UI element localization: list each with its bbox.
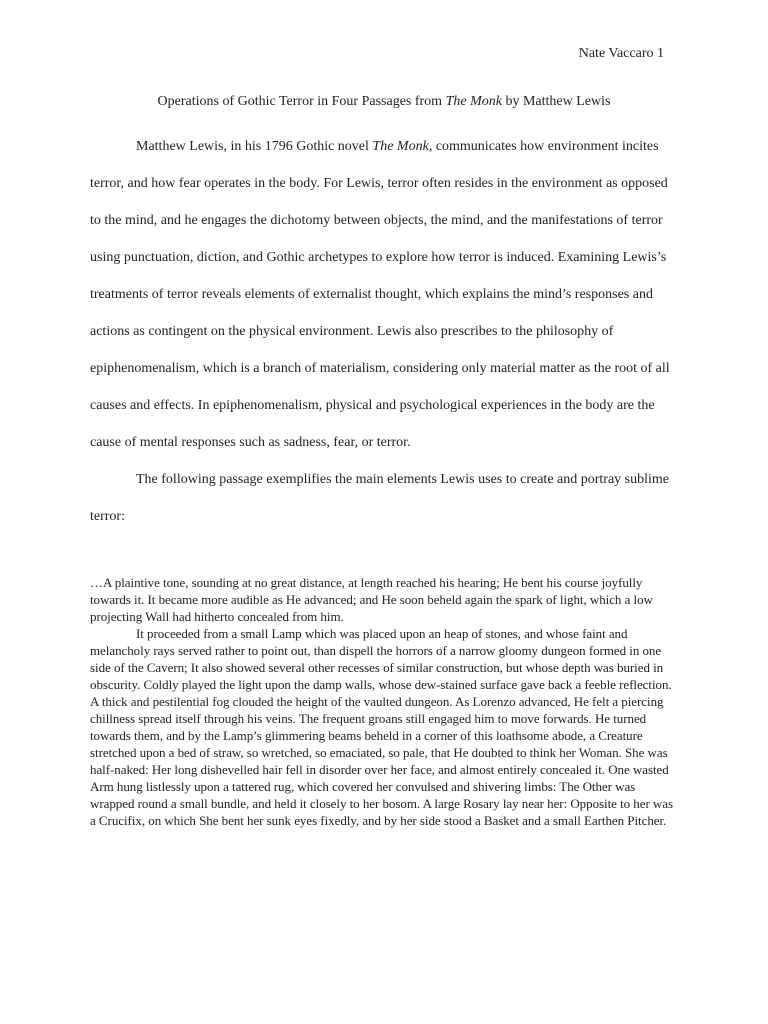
quote-paragraph-1: …A plaintive tone, sounding at no great distance, at length reached his hearing; He bent his course joyfully towards it. It became more audible as He advanced; and He soon beheld again the spark of light, which a low projecting Wall had hitherto concealed from him. <box>90 575 653 624</box>
paragraph-intro <box>90 128 678 461</box>
title-italic-work: The Monk <box>445 94 502 109</box>
paragraph-passage-lead: The following passage exemplifies the main elements Lewis uses to create and portray sublime terror: <box>90 472 670 524</box>
essay-body <box>90 128 678 535</box>
quote-paragraph-2: It proceeded from a small Lamp which was placed upon an heap of stones, and whose faint and melancholy rays served rather to point out, than dispell the horrors of a narrow gloomy dungeon formed in one side of the Cavern; It also showed several other recesses of similar construction, but whose depth was buried in obscurity. Coldly played the light upon the damp walls, whose dew-stained surface gave back a feeble reflection. A thick and pestilential fog clouded the height of the vaulted dungeon. As Lorenzo advanced, He felt a piercing chillness spread itself through his veins. The frequent groans still engaged him to move forwards. He turned towards them, and by the Lamp’s glimmering beams beheld in a corner of this loathsome abode, a Creature stretched upon a bed of straw, so wretched, so emaciated, so pale, that He doubted to think her Woman. She was half-naked: Her long dishevelled hair fell in disorder over her face, and almost entirely concealed it. One wasted Arm hung listlessly upon a tattered rug, which covered her convulsed and shivering limbs: The Other was wrapped round a small bundle, and held it closely to her bosom. A large Rosary lay near her: Opposite to her was a Crucifix, on which She bent her sunk eyes fixedly, and by her side stood a Basket and a small Earthen Pitcher. <box>90 626 673 828</box>
block-quote <box>90 574 680 829</box>
title-text-after: by Matthew Lewis <box>501 94 611 109</box>
title-text-before: Operations of Gothic Terror in Four Passages from <box>157 94 446 109</box>
running-head: Nate Vaccaro 1 <box>578 46 664 61</box>
paragraph-intro-after: , communicates how environment incites terror, and how fear operates in the body. For Lewis, terror often resides in the environment as opposed to the mind, and he engages the dichotomy between objects, the mind, and the manifestations of terror using punctuation, diction, and Gothic archetypes to explore how terror is induced. Examining Lewis’s treatments of terror reveals elements of externalist thought, which explains the mind’s responses and actions as contingent on the physical environment. Lewis also prescribes to the philosophy of epiphenomenalism, which is a branch of materialism, considering only material matter as the root of all causes and effects. In epiphenomenalism, physical and psychological experiences in the body are the cause of mental responses such as sadness, fear, or terror. <box>90 139 670 450</box>
essay-title <box>90 92 678 112</box>
paragraph-intro-before: Matthew Lewis, in his 1796 Gothic novel <box>136 139 373 154</box>
paragraph-intro-italic-work: The Monk <box>372 139 429 154</box>
